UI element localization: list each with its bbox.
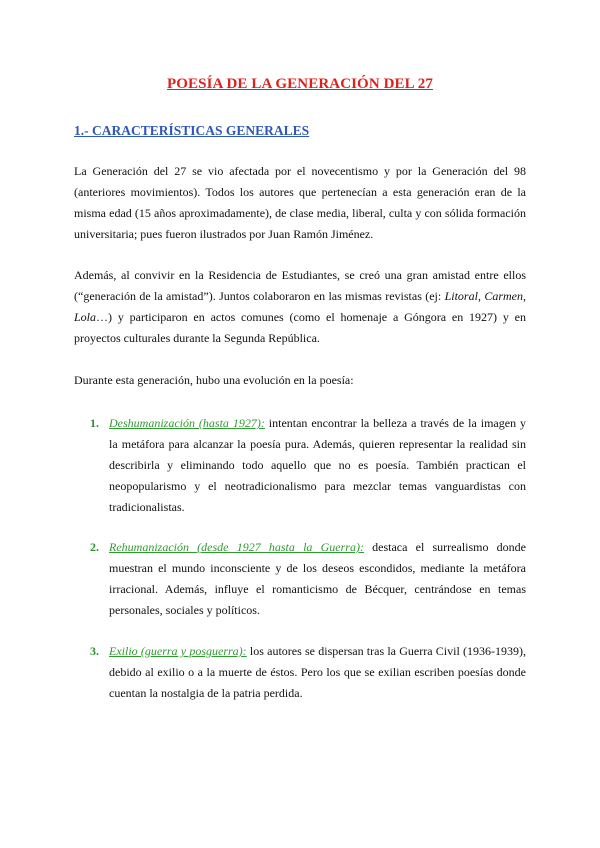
list-description: los autores se dispersan tras la Guerra Civil (1936-1939), debido al exilio o a la muerte de éstos. Pero los que se exilian escriben poesías donde cuentan la nostalgia de la patria perdida. (109, 644, 527, 700)
list-item (74, 537, 526, 621)
paragraph-evolution: Durante esta generación, hubo una evolución en la poesía: (74, 373, 354, 387)
separator: , (477, 289, 485, 303)
list-term: Exilio (guerra y posguerra): (109, 644, 247, 658)
list-description: intentan encontrar la belleza a través de la imagen y la metáfora para alcanzar la poesía pura. Además, quieren representar la realidad sin describirla y eliminando todo aquello que no es poesía. También practican el neopopularismo y el neotradicionalismo para mezclar temas vanguardistas con tradicionalistas. (109, 416, 526, 514)
list-item-text (109, 413, 526, 518)
list-item-text (109, 537, 526, 621)
magazine-litoral: Litoral (444, 289, 478, 303)
list-description: destaca el surrealismo donde muestran el mundo inconsciente y de los deseos escondidos, mediante la metáfora irracional. Además, influye el romanticismo de Bécquer, centrándose en temas personales, sociales y políticos. (109, 540, 527, 617)
list-term: Rehumanización (desde 1927 hasta la Guerra): (109, 540, 364, 554)
list-item-text (109, 641, 526, 704)
list-item (74, 641, 526, 704)
list-number: 2. (90, 540, 99, 554)
paragraph-intro: La Generación del 27 se vio afectada por el novecentismo y por la Generación del 98 (anteriores movimientos). Todos los autores que pertenecían a esta generación eran de la misma edad (15 años aproximadamente), de clase media, liberal, culta y con sólida formación universitaria; pues fueron ilustrados por Juan Ramón Jiménez. (74, 164, 526, 241)
separator: , (523, 289, 526, 303)
paragraph-amistad-text-1: Además, al convivir en la Residencia de Estudiantes, se creó una gran amistad entre ellos (“generación de la amistad”). Juntos colaboraron en las mismas revistas (ej: (74, 268, 526, 303)
section-heading: 1.- CARACTERÍSTICAS GENERALES (74, 123, 310, 138)
list-number: 1. (90, 416, 99, 430)
list-term: Deshumanización (hasta 1927): (109, 416, 265, 430)
paragraph-amistad-text-2: …) y participaron en actos comunes (como el homenaje a Góngora en 1927) y en proyectos culturales durante la Segunda República. (74, 310, 526, 345)
list-number: 3. (90, 644, 99, 658)
paragraph-amistad (74, 265, 526, 349)
magazine-lola: Lola (74, 310, 97, 324)
magazine-carmen: Carmen (484, 289, 523, 303)
document-title: POESÍA DE LA GENERACIÓN DEL 27 (167, 76, 433, 92)
list-item (74, 413, 526, 518)
